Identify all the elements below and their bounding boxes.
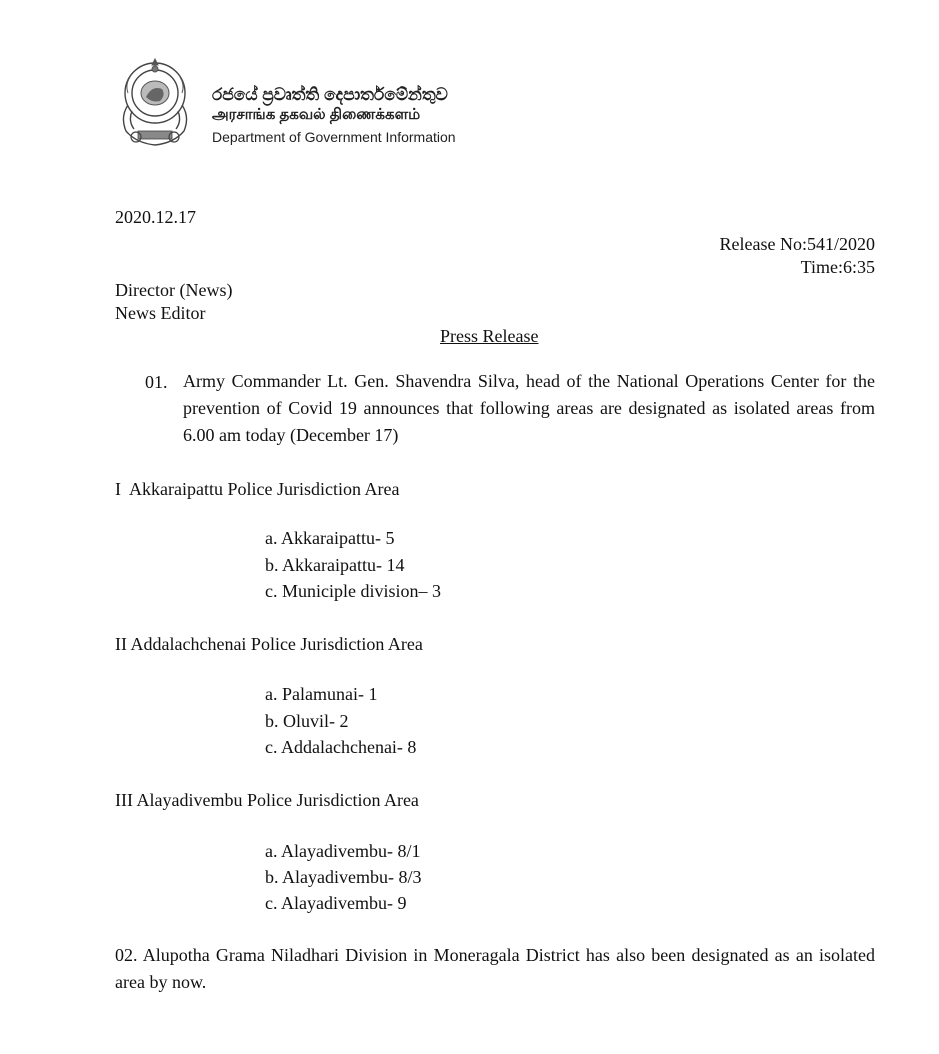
area-heading: III Alayadivembu Police Jurisdiction Area	[115, 790, 419, 810]
recipient-director: Director (News)	[115, 280, 233, 300]
item-number: 01.	[145, 372, 168, 392]
area-list-item: a. Akkaraipattu- 5	[265, 528, 395, 548]
area-list-item: c. Alayadivembu- 9	[265, 893, 407, 913]
release-time: Time:6:35	[800, 257, 875, 277]
release-date: 2020.12.17	[115, 207, 196, 227]
area-list-item: c. Municiple division– 3	[265, 581, 441, 601]
area-list-item: b. Oluvil- 2	[265, 711, 349, 731]
release-number: Release No:541/2020	[719, 234, 875, 254]
department-name-sinhala: රජයේ ප්‍රවෘත්ති දෙපාර්තමේන්තුව	[212, 85, 448, 104]
department-name-english: Department of Government Information	[212, 129, 456, 145]
item-text: 02. Alupotha Grama Niladhari Division in Moneragala District has also been designated as an isolated area by now.	[115, 945, 875, 992]
document-title: Press Release	[440, 326, 539, 346]
area-heading: I Akkaraipattu Police Jurisdiction Area	[115, 479, 400, 499]
area-list-item: b. Alayadivembu- 8/3	[265, 867, 422, 887]
area-list-item: c. Addalachchenai- 8	[265, 737, 417, 757]
area-list-item: b. Akkaraipattu- 14	[265, 555, 405, 575]
recipient-editor: News Editor	[115, 303, 206, 323]
area-list-item: a. Alayadivembu- 8/1	[265, 841, 421, 861]
area-heading: II Addalachchenai Police Jurisdiction Area	[115, 634, 423, 654]
area-list-item: a. Palamunai- 1	[265, 684, 378, 704]
government-emblem-icon	[116, 55, 194, 151]
department-name-tamil: அரசாங்க தகவல் திணைக்களம்	[212, 106, 421, 123]
item-text: Army Commander Lt. Gen. Shavendra Silva, head of the National Operations Center for the prevention of Covid 19 announces that following areas are designated as isolated areas from 6.00 am today (December 17)	[183, 371, 875, 445]
